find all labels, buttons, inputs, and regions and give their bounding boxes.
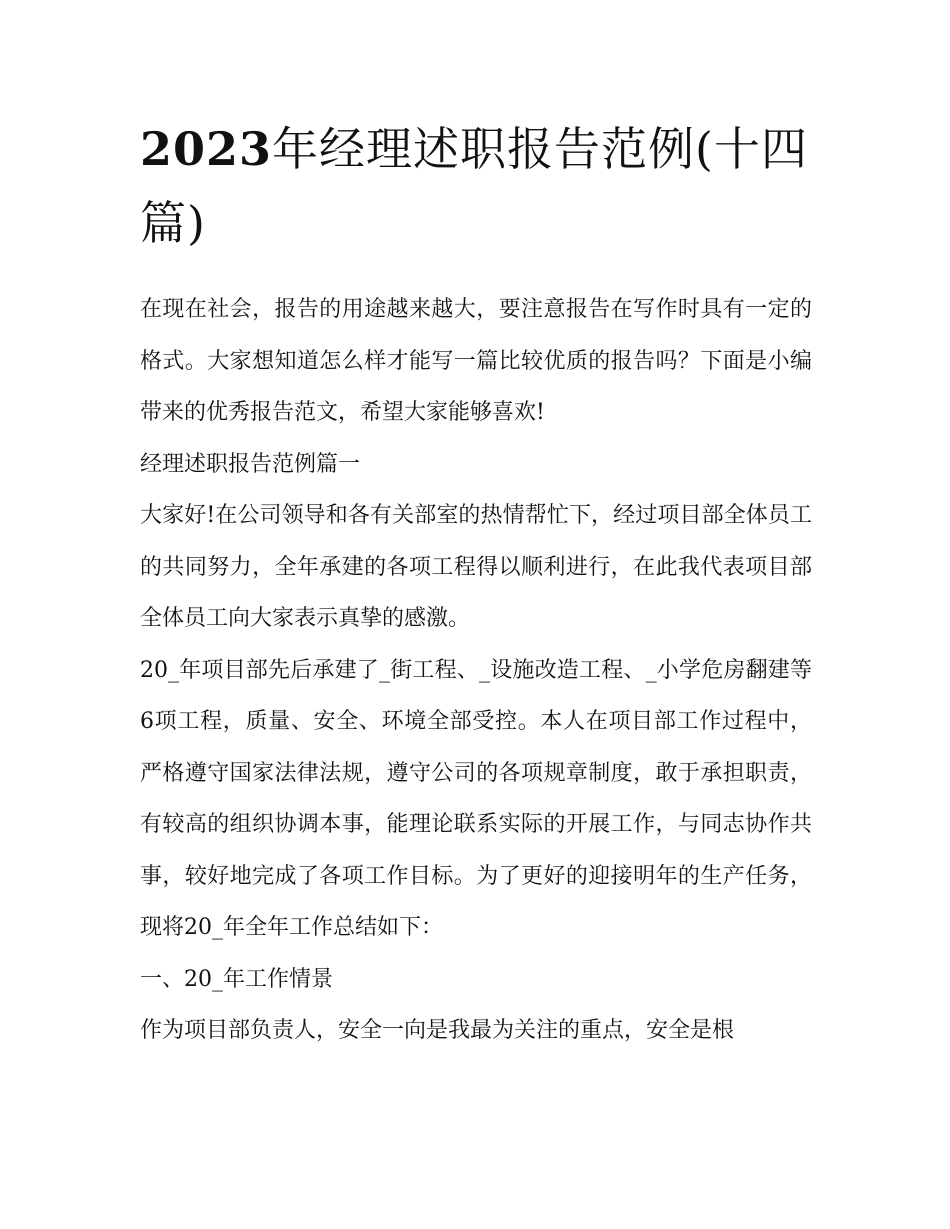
intro-paragraph: 在现在社会，报告的用途越来越大，要注意报告在写作时具有一定的格式。大家想知道怎么样才能写一篇比较优质的报告吗？下面是小编带来的优秀报告范文，希望大家能够喜欢! xyxy=(140,297,812,425)
title-text: 年经理述职报告范例(十四篇) xyxy=(140,122,808,250)
section-heading: 经理述职报告范例篇一 xyxy=(140,451,361,477)
summary-paragraph: 20_年项目部先后承建了_街工程、_设施改造工程、_小学危房翻建等6项工程，质量、安全、环境全部受控。本人在项目部工作过程中，严格遵守国家法律法规，遵守公司的各项规章制度，敢于承担职责，有较高的组织协调本事，能理论联系实际的开展工作，与同志协作共事，较好地完成了各项工作目标。为了更好的迎接明年的生产任务，现将20_年全年工作总结如下： xyxy=(140,657,812,940)
greeting-paragraph: 大家好!在公司领导和各有关部室的热情帮忙下，经过项目部全体员工的共同努力，全年承建的各项工程得以顺利进行，在此我代表项目部全体员工向大家表示真挚的感激。 xyxy=(140,503,812,631)
document-body xyxy=(140,284,812,1057)
document-title xyxy=(140,112,812,260)
subsection-heading: 一、20_年工作情景 xyxy=(140,966,333,992)
safety-paragraph: 作为项目部负责人，安全一向是我最为关注的重点，安全是根 xyxy=(140,1018,735,1043)
document-page xyxy=(140,112,812,1057)
title-year: 2023 xyxy=(140,122,273,176)
